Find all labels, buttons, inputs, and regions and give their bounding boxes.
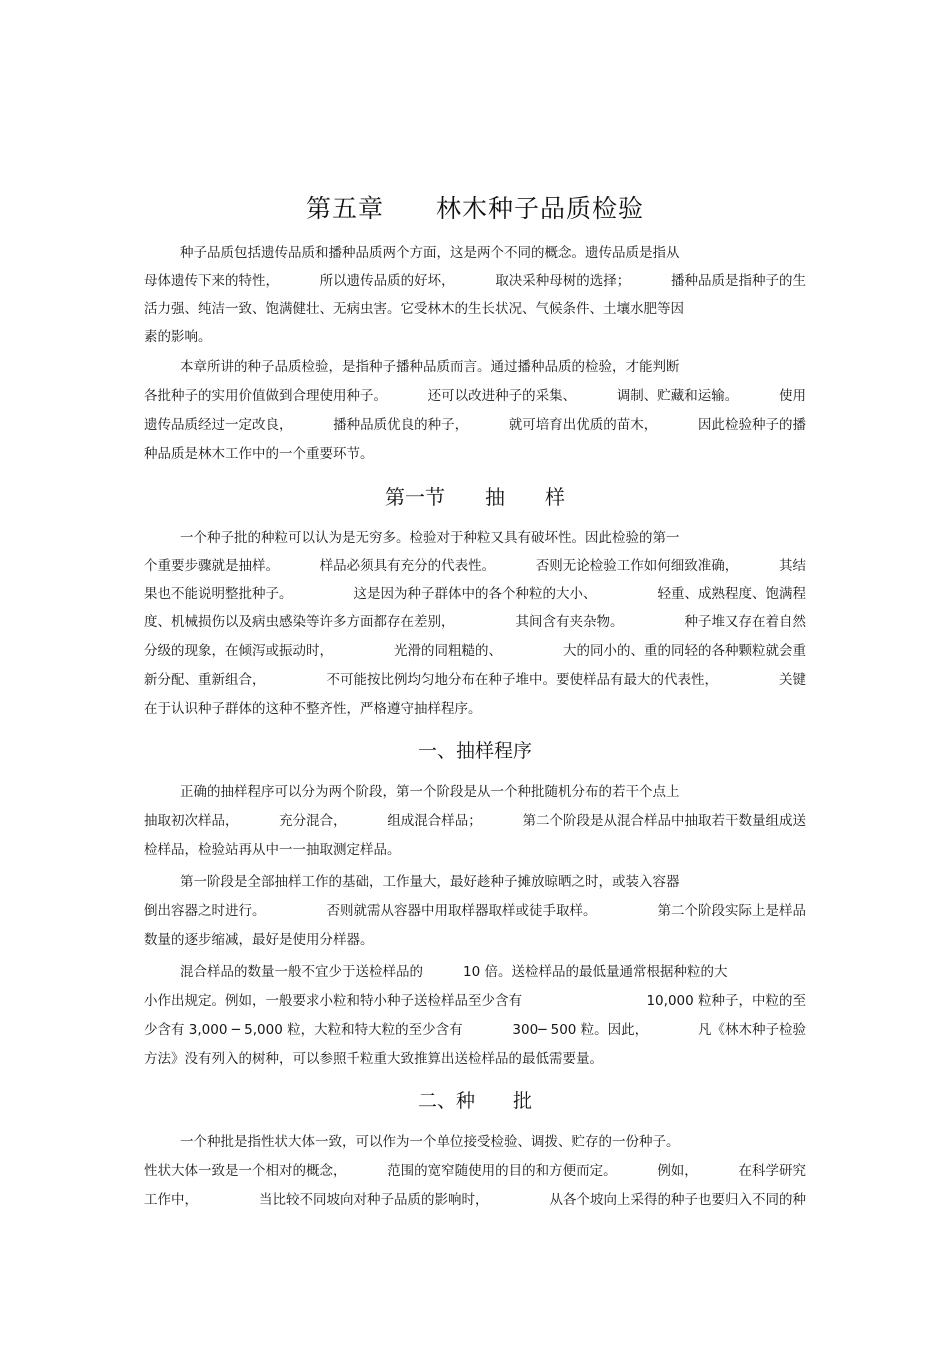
text-run: 抽取初次样品，	[144, 813, 239, 829]
text-line	[144, 294, 806, 324]
text-run: 其间含有夹杂物。	[515, 614, 624, 630]
text-line	[144, 1185, 806, 1215]
text-run: 个重要步骤就是抽样。	[144, 558, 279, 574]
text-run: 第一阶段是全部抽样工作的基础，工作量大，最好趁种子摊放晾晒之时，或装入容器	[180, 874, 680, 890]
text-line	[144, 579, 806, 609]
text-line	[180, 957, 806, 987]
text-run: 第二个阶段是从混合样品中抽取若干数量组成送	[522, 813, 806, 829]
text-run: 方法》没有列入的树种，可以参照千粒重大致推算出送检样品的最低需要量。	[144, 1051, 603, 1067]
text-run: 第二个阶段实际上是样品	[657, 903, 806, 919]
text-run: 工作中，	[144, 1192, 198, 1208]
text-run: 果也不能说明整批种子。	[144, 586, 293, 602]
text-run: 样品必须具有充分的代表性。	[319, 558, 496, 574]
text-line	[144, 896, 806, 926]
text-run: 范围的宽窄随使用的目的和方便而定。	[387, 1163, 617, 1179]
text-line	[180, 523, 806, 553]
text-line	[144, 665, 806, 695]
text-run: 种子品质包括遗传品质和播种品质两个方面，这是两个不同的概念。遗传品质是指从	[180, 245, 680, 261]
text-run: 10,000 粒种子，中粒的至	[646, 993, 806, 1009]
text-line	[144, 694, 806, 724]
text-run: 大的同小的、重的同轻的各种颗粒就会重	[563, 643, 806, 659]
text-run: 本章所讲的种子品质检验，是指种子播种品质而言。通过播种品质的检验，才能判断	[180, 359, 680, 375]
text-run: 少含有 3,000 ─ 5,000 粒，大粒和特大粒的至少含有	[144, 1022, 463, 1038]
text-run: 当比较不同坡向对种子品质的影响时，	[259, 1192, 489, 1208]
text-line	[144, 410, 806, 440]
text-run: 遗传品质经过一定改良，	[144, 417, 293, 433]
text-run: 充分混合，	[279, 813, 347, 829]
text-run: 播种品质优良的种子，	[333, 417, 469, 433]
text-run: 组成混合样品；	[387, 813, 482, 829]
subsection-title-seed-lot: 二、种 批	[417, 1090, 532, 1112]
text-line	[144, 551, 806, 581]
text-run: 光滑的同粗糙的、	[394, 643, 502, 659]
text-line	[144, 1156, 806, 1186]
text-line	[144, 986, 806, 1016]
text-run: 检样品，检验站再从中一一抽取测定样品。	[144, 842, 401, 858]
text-line	[180, 238, 806, 268]
text-run: 性状大体一致是一个相对的概念，	[144, 1163, 347, 1179]
text-line	[144, 439, 806, 469]
text-line	[144, 925, 806, 955]
text-run: 活力强、纯洁一致、饱满健壮、无病虫害。它受林木的生长状况、气候条件、土壤水肥等因	[144, 301, 684, 317]
text-line	[144, 607, 806, 637]
text-run: 凡《林木种子检验	[698, 1022, 806, 1038]
text-run: 还可以改进种子的采集、	[427, 388, 577, 404]
text-run: 各批种子的实用价值做到合理使用种子。	[144, 388, 387, 404]
text-line	[144, 266, 806, 296]
text-line	[180, 777, 806, 807]
text-run: 新分配、重新组合，	[144, 672, 266, 688]
text-line	[180, 352, 806, 382]
text-run: 在于认识种子群体的这种不整齐性，严格遵守抽样程序。	[144, 701, 482, 717]
text-run: 关键	[779, 672, 806, 688]
text-run: 种品质是林木工作中的一个重要环节。	[144, 446, 374, 462]
text-line	[180, 1127, 806, 1157]
text-run: 因此检验种子的播	[697, 417, 806, 433]
text-run: 播种品质是指种子的生	[670, 273, 806, 289]
text-run: 所以遗传品质的好坏，	[319, 273, 455, 289]
text-run: 在科学研究	[738, 1163, 806, 1179]
text-run: 一个种批是指性状大体一致，可以作为一个单位接受检验、调拨、贮存的一份种子。	[180, 1134, 680, 1150]
text-run: 就可培育出优质的苗木，	[508, 417, 658, 433]
text-run: 300─ 500 粒。因此，	[512, 1022, 649, 1038]
text-run: 否则就需从容器中用取样器取样或徒手取样。	[326, 903, 597, 919]
text-run: 倒出容器之时进行。	[144, 903, 266, 919]
text-line	[144, 835, 806, 865]
text-run: 轻重、成熟程度、饱满程	[657, 586, 806, 602]
text-run: 素的影响。	[144, 329, 212, 345]
chapter-title: 第五章 林木种子品质检验	[305, 194, 644, 223]
section-title: 第一节 抽 样	[385, 485, 565, 509]
text-line	[144, 322, 806, 352]
text-run: 调制、贮藏和运输。	[616, 388, 739, 404]
text-run: 度、机械损伤以及病虫感染等许多方面都存在差别，	[144, 614, 455, 630]
text-run: 否则无论检验工作如何细致准确，	[535, 558, 739, 574]
text-run: 母体遗传下来的特性，	[144, 273, 279, 289]
text-line	[144, 636, 806, 666]
text-run: 使用	[778, 388, 806, 404]
text-line	[144, 381, 806, 411]
text-run: 种子堆又存在着自然	[684, 614, 806, 630]
text-run: 分级的现象，在倾泻或振动时，	[144, 643, 333, 659]
text-run: 一个种子批的种粒可以认为是无穷多。检验对于种粒又具有破坏性。因此检验的第一	[180, 530, 680, 546]
text-run: 例如，	[657, 1163, 698, 1179]
text-run: 正确的抽样程序可以分为两个阶段，第一个阶段是从一个种批随机分布的若干个点上	[180, 784, 680, 800]
text-run: 混合样品的数量一般不宜少于送检样品的	[180, 964, 423, 980]
text-run: 10 倍。送检样品的最低量通常根据种粒的大	[463, 964, 728, 980]
text-line	[144, 1044, 806, 1074]
text-line	[180, 867, 806, 897]
text-run: 从各个坡向上采得的种子也要归入不同的种	[549, 1192, 806, 1208]
subsection-title-sampling-procedure: 一、抽样程序	[417, 740, 532, 762]
text-run: 取决采种母树的选择；	[495, 273, 631, 289]
text-run: 其结	[778, 558, 806, 574]
text-run: 数量的逐步缩减，最好是使用分样器。	[144, 932, 374, 948]
text-run: 小作出规定。例如，一般要求小粒和特小种子送检样品至少含有	[144, 993, 522, 1009]
text-line	[144, 806, 806, 836]
text-run: 这是因为种子群体中的各个种粒的大小、	[353, 586, 597, 602]
text-run: 不可能按比例均匀地分布在种子堆中。要使样品有最大的代表性，	[326, 672, 718, 688]
text-line	[144, 1015, 806, 1045]
